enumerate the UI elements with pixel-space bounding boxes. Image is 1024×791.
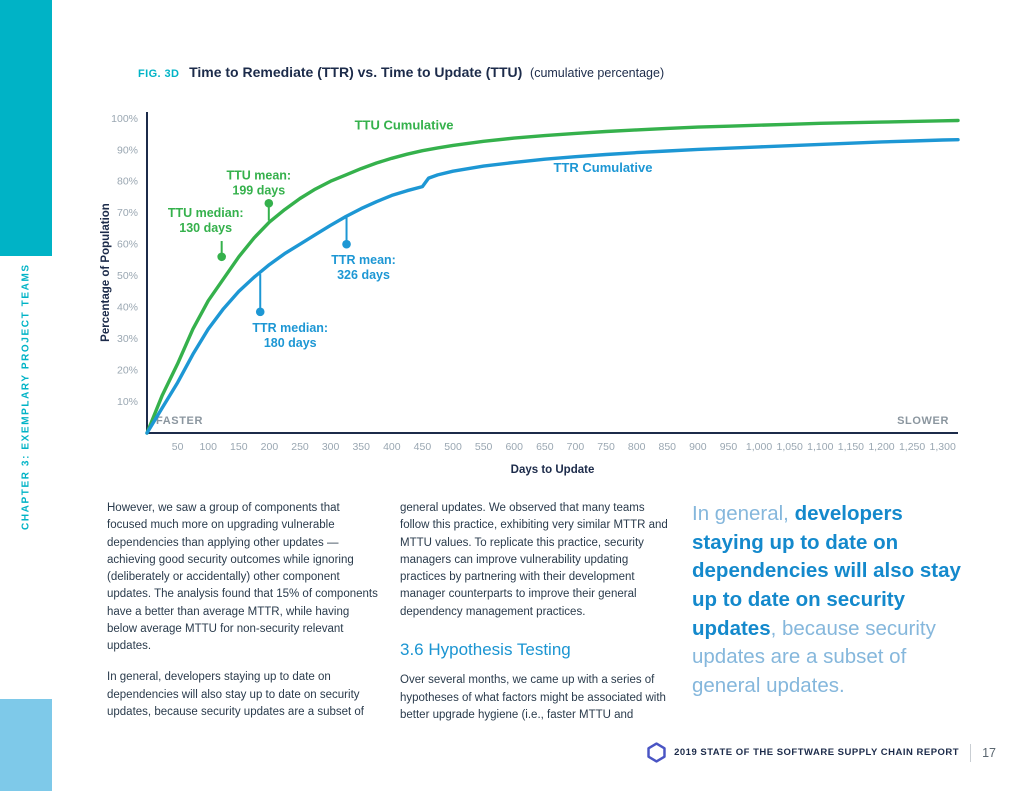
x-tick-label: 550 bbox=[474, 441, 493, 453]
annotation-text: 326 days bbox=[337, 268, 390, 283]
y-tick-label: 30% bbox=[116, 333, 138, 346]
annotation-text: TTR median: bbox=[252, 320, 329, 335]
annotation-text: TTR mean: bbox=[331, 253, 396, 268]
footer-divider bbox=[970, 744, 971, 762]
x-tick-label: 600 bbox=[505, 441, 524, 453]
section-heading: 3.6 Hypothesis Testing bbox=[400, 639, 571, 659]
figure-tag: FIG. 3D bbox=[138, 68, 180, 80]
x-tick-label: 50 bbox=[171, 441, 184, 453]
slower-label: SLOWER bbox=[897, 415, 949, 427]
annotation-dot bbox=[217, 252, 226, 261]
annotation-ttr-mean- bbox=[331, 216, 396, 282]
quote-bold-segment: developers staying up to date on dependencies will also stay up to date on security updates bbox=[692, 502, 961, 640]
x-tick-label: 1,150 bbox=[837, 441, 865, 453]
annotation-ttu-median- bbox=[168, 206, 244, 261]
y-tick-label: 70% bbox=[116, 207, 138, 220]
sonatype-hexagon-logo-icon bbox=[647, 742, 666, 763]
x-tick-label: 1,000 bbox=[745, 441, 773, 453]
pull-quote bbox=[692, 500, 964, 701]
y-tick-label: 10% bbox=[116, 396, 138, 409]
ttr-ttu-chart bbox=[96, 98, 968, 490]
x-tick-label: 500 bbox=[444, 441, 462, 453]
y-tick-label: 80% bbox=[116, 175, 138, 188]
figure-caption bbox=[138, 64, 664, 80]
y-tick-label: 20% bbox=[116, 364, 138, 377]
text-column-1 bbox=[107, 500, 379, 735]
annotation-dot bbox=[256, 308, 265, 317]
paragraph: In general, developers staying up to date on dependencies will also stay up to date on security updates, because security updates are a subset of bbox=[107, 671, 364, 718]
paragraph: Over several months, we came up with a series of hypotheses of what factors might be associated with better upgrade hygiene (i.e., faster MTTU and bbox=[400, 674, 666, 721]
figure-subtitle: (cumulative percentage) bbox=[530, 66, 665, 80]
ttu-cumulative-label: TTU Cumulative bbox=[354, 117, 454, 133]
quote-light-segment: , because security updates are a subset of general updates. bbox=[692, 616, 936, 698]
annotation-ttr-median- bbox=[252, 274, 328, 350]
y-tick-label: 90% bbox=[116, 144, 138, 157]
x-tick-label: 900 bbox=[689, 441, 707, 453]
x-tick-label: 1,300 bbox=[929, 441, 956, 453]
chapter-label: CHAPTER 3: EXEMPLARY PROJECT TEAMS bbox=[20, 263, 32, 531]
page-footer bbox=[647, 742, 996, 763]
x-tick-label: 400 bbox=[383, 441, 401, 453]
x-tick-label: 250 bbox=[291, 441, 309, 453]
x-tick-label: 150 bbox=[230, 441, 248, 453]
faster-label: FASTER bbox=[156, 415, 203, 427]
x-tick-label: 350 bbox=[352, 441, 370, 453]
annotation-text: 130 days bbox=[179, 221, 233, 236]
x-tick-label: 650 bbox=[536, 441, 554, 453]
x-tick-label: 1,050 bbox=[776, 441, 803, 453]
x-tick-label: 950 bbox=[719, 441, 738, 453]
sidebar bbox=[0, 0, 52, 791]
x-tick-label: 100 bbox=[199, 441, 217, 453]
paragraph: However, we saw a group of components that focused much more on upgrading vulnerable dependencies than applying other updates — achieving good security outcomes while ignoring (deliberately or accidentally) other component updates. The analysis found that 15% of components have a better than average MTTR, while having below average MTTU for non-security relevant updates. bbox=[107, 502, 378, 652]
annotation-text: TTU mean: bbox=[226, 168, 292, 183]
pull-quote-column bbox=[692, 500, 964, 715]
x-tick-label: 850 bbox=[658, 441, 677, 453]
annotation-dot bbox=[265, 199, 274, 208]
x-tick-label: 450 bbox=[413, 441, 432, 453]
y-tick-label: 60% bbox=[116, 238, 138, 251]
y-tick-label: 40% bbox=[116, 301, 138, 314]
figure-title: Time to Remediate (TTR) vs. Time to Update (TTU) bbox=[189, 64, 523, 80]
quote-light-segment: In general, bbox=[692, 502, 795, 525]
x-tick-label: 1,100 bbox=[807, 441, 834, 453]
annotation-text: 199 days bbox=[232, 183, 286, 198]
x-tick-label: 800 bbox=[627, 441, 646, 453]
ttr-ttu-line-chart bbox=[96, 98, 968, 490]
sidebar-accent-top bbox=[0, 0, 52, 256]
y-tick-label: 50% bbox=[116, 270, 138, 283]
x-tick-label: 750 bbox=[597, 441, 615, 453]
y-tick-label: 100% bbox=[111, 112, 138, 125]
x-tick-label: 1,200 bbox=[868, 441, 895, 453]
annotation-text: 180 days bbox=[263, 335, 317, 350]
x-tick-label: 1,250 bbox=[898, 441, 926, 453]
y-axis-title: Percentage of Population bbox=[100, 203, 112, 342]
annotation-dot bbox=[342, 240, 351, 249]
text-column-2 bbox=[400, 500, 674, 738]
report-title: 2019 STATE OF THE SOFTWARE SUPPLY CHAIN REPORT bbox=[674, 747, 960, 758]
annotation-text: TTU median: bbox=[167, 206, 244, 221]
page-number: 17 bbox=[982, 745, 996, 760]
sidebar-accent-bottom bbox=[0, 699, 52, 791]
x-tick-label: 200 bbox=[260, 441, 279, 453]
x-tick-label: 300 bbox=[321, 441, 340, 453]
x-axis-title: Days to Update bbox=[510, 464, 595, 476]
ttr-cumulative-label: TTR Cumulative bbox=[553, 159, 653, 175]
paragraph: general updates. We observed that many teams follow this practice, exhibiting very similar MTTR and MTTU values. To replicate this practice, security managers can improve vulnerability updating practices by partnering with their development manager counterparts to improve their general dependency management practices. bbox=[400, 502, 668, 618]
x-tick-label: 700 bbox=[566, 441, 585, 453]
